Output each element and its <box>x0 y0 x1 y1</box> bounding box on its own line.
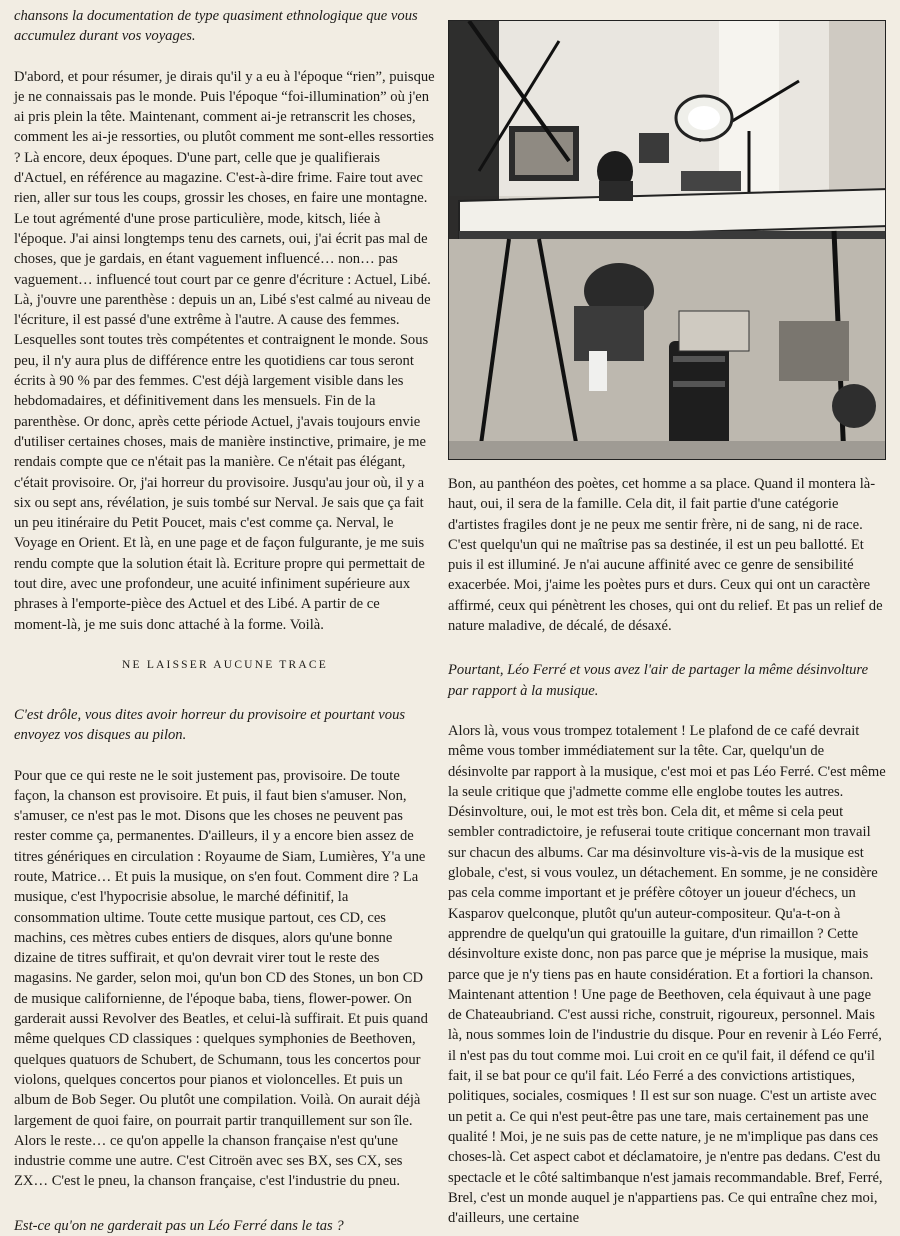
interview-question-3: Est-ce qu'on ne garderait pas un Léo Ferré dans le tas ? <box>14 1217 344 1234</box>
answer-paragraph-3: Bon, au panthéon des poètes, cet homme a sa place. Quand il montera là-haut, oui, il sera de la famille. Cela dit, il fait partie d'une catégorie d'artistes fragiles dont je ne peux me sentir frère, ni de sang, ni de race. C'est quelqu'un qui ne maîtrise pas sa destinée, il est un peu ballotté. Et puis il est illuminé. Je n'ai aucune affinité avec ce genre de sensibilité exacerbée. Moi, j'aime les poètes purs et durs. Ceux qui ont un caractère affirmé, ceux qui pénètrent les choses, qui ont du relief. Et pas un relief de nature maladive, de décalé, de désaxé. <box>448 476 883 635</box>
right-column <box>448 0 886 1228</box>
answer-paragraph-2: Pour que ce qui reste ne le soit justement pas, provisoire. De toute façon, la chanson est provisoire. Et puis, il faut bien s'amuser. Non, s'amuser, ce n'est pas le mot. Disons que les choses ne peuvent pas rester comme ça, permanentes. D'ailleurs, il y a encore bien assez de titres génériques en circulation : Royaume de Siam, Lumières, Y'a une route, Matrice… Et puis la musique, on s'en fout. Comment dire ? La musique, c'est l'hypocrisie absolue, le marché définitif, la consommation ultime. Toute cette musique partout, ces CD, ces machins, ces mètres cubes entiers de disques, alors qu'une bonne dizaine de titres suffirait, et qu'on devrait virer tout le reste des magasins. Ne garder, selon moi, qu'un bon CD des Stones, un bon CD de musique californienne, de l'époque baba, tiens, flower-power. On garderait aussi Revolver des Beatles, et celui-là suffirait. Et puis quand même quelques CD classiques : quelques symphonies de Beethoven, quelques quatuors de Schubert, de Schumann, tous les concertos pour violons, quelques concertos pour pianos et violoncelles. Et puis un album de Bob Seger. Ou plutôt une compilation. Voilà. On aurait déjà largement de quoi faire, on pourrait partir tranquillement sur son île. Alors le reste… ce qu'on appelle la chanson française n'est qu'une industrie comme une autre. C'est Citroën avec ses BX, ses CX, ses ZX… C'est le pneu, la chanson française, c'est l'industrie du pneu. <box>14 767 428 1190</box>
answer-paragraph-4: Alors là, vous vous trompez totalement ! Le plafond de ce café devrait même vous tomber immédiatement sur la tête. Car, quelqu'un de désinvolte par rapport à la musique, c'est moi et pas Léo Ferré. C'est même la seule critique que j'admette comme elle englobe toutes les autres. Désinvolture, oui, le mot est très bon. Cela dit, et même si cela peut sembler contradictoire, je refuserai toute critique concernant mon travail sur chacun des albums. Car ma désinvolture vis-à-vis de la musique est globale, c'est, si vous voulez, un détachement. En somme, je ne considère pas cela comme important et je préfère côtoyer un joueur d'échecs, un Kasparov quelconque, plutôt qu'un auteur-compositeur. Qu'a-t-on à apprendre de quelqu'un qui gratouille la guitare, d'un rimaillon ? Cette désinvolture existe donc, non pas parce que je méprise la musique, mais parce que je n'y tiens pas en haute considération. Et a fortiori la chanson. Maintenant attention ! Une page de Beethoven, cela équivaut à une page de Chateaubriand. C'est aussi riche, construit, rigoureux, personnel. Mais là, nous sommes loin de l'industrie du disque. Pour en revenir à Léo Ferré, il n'est pas du tout comme moi. Lui croit en ce qu'il fait, il défend ce qu'il fait, il se bat pour ce qu'il fait. Léo Ferré a des convictions artistiques, politiques, sociales, cosmiques ! Il est sur son nuage. C'est un artiste avec un petit a. Ce qui n'est peut-être pas une tare, mais certainement pas une qualité ! Moi, je ne suis pas de cette nature, je ne m'implique pas dans ces choses-là. Cet aspect cabot et déclamatoire, je n'entre pas dedans. C'est du spectacle et le côté saltimbanque n'est jamais recommandable. Bref, Ferré, Brel, c'est un monde auquel je n'appartiens pas. Ce qui entraîne chez moi, d'ailleurs, une certaine <box>448 722 886 1227</box>
left-column <box>14 6 436 1236</box>
answer-paragraph-1: D'abord, et pour résumer, je dirais qu'il y a eu à l'époque “rien”, puisque je ne connaissais pas le monde. Puis l'époque “foi-illumination” où j'en ai pris plein la tête. Maintenant, comment ai-je retranscrit les choses, comment les ai-je ressorties, ou plutôt comment me sont-elles ressorties ? Là encore, deux époques. D'une part, celle que je qualifierais d'Actuel, en référence au magazine. C'est-à-dire frime. Faire tout avec rien, aller sur tous les coups, grossir les choses, en faire une montagne. Le tout agrémenté d'une prose particulière, mode, kitsch, liée à l'époque. J'ai ainsi longtemps tenu des carnets, oui, j'ai écrit pas mal de choses, que je gardais, en étant vaguement influencé… non… pas vaguement… influencé tout court par ce genre d'écriture : Actuel, Libé. Là, j'ouvre une parenthèse : depuis un an, Libé s'est calmé au niveau de l'écriture, il est passé d'une extrême à l'autre. A cause des femmes. Lesquelles sont toutes très compétentes et contraignent le monde. Sous peu, il n'y aura plus de différence entre les quotidiens car tous seront écrits à 90 % par des femmes. C'est déjà largement visible dans les hebdomadaires, et définitivement dans les mensuels. Fin de la parenthèse. Or donc, après cette période Actuel, j'avais toujours envie d'utiliser certaines choses, mais de manière instinctive, primaire, je me rendais compte que ce n'était pas la manière. Ce n'était pas élégant, c'était provisoire. Or, j'ai horreur du provisoire. Jusqu'au jour où, il y a six ou sept ans, révélation, je suis tombé sur Nerval. Je sais que ça fait un peu itinéraire du Petit Poucet, mais c'est comme ça. Nerval, le Voyage en Orient. Et là, en une page et de façon fulgurante, je me suis rendu compte que la solution était là. Ecriture propre qui permettait de tout dire, avec une profondeur, une acuité infiniment supérieure aux phrases à l'emporte-pièce des Actuel et des Libé. A partir de ce moment-là, je me suis donc attaché à la forme. Voilà. <box>14 68 435 633</box>
section-heading: NE LAISSER AUCUNE TRACE <box>122 658 328 671</box>
interview-question-2: C'est drôle, vous dites avoir horreur du provisoire et pourtant vous envoyez vos disques au pilon. <box>14 706 406 744</box>
photo-studio-desk-icon <box>448 20 886 460</box>
interview-question-4: Pourtant, Léo Ferré et vous avez l'air de partager la même désinvolture par rapport à la musique. <box>448 662 869 699</box>
intro-question: chansons la documentation de type quasiment ethnologique que vous accumulez durant vos voyages. <box>14 8 418 45</box>
